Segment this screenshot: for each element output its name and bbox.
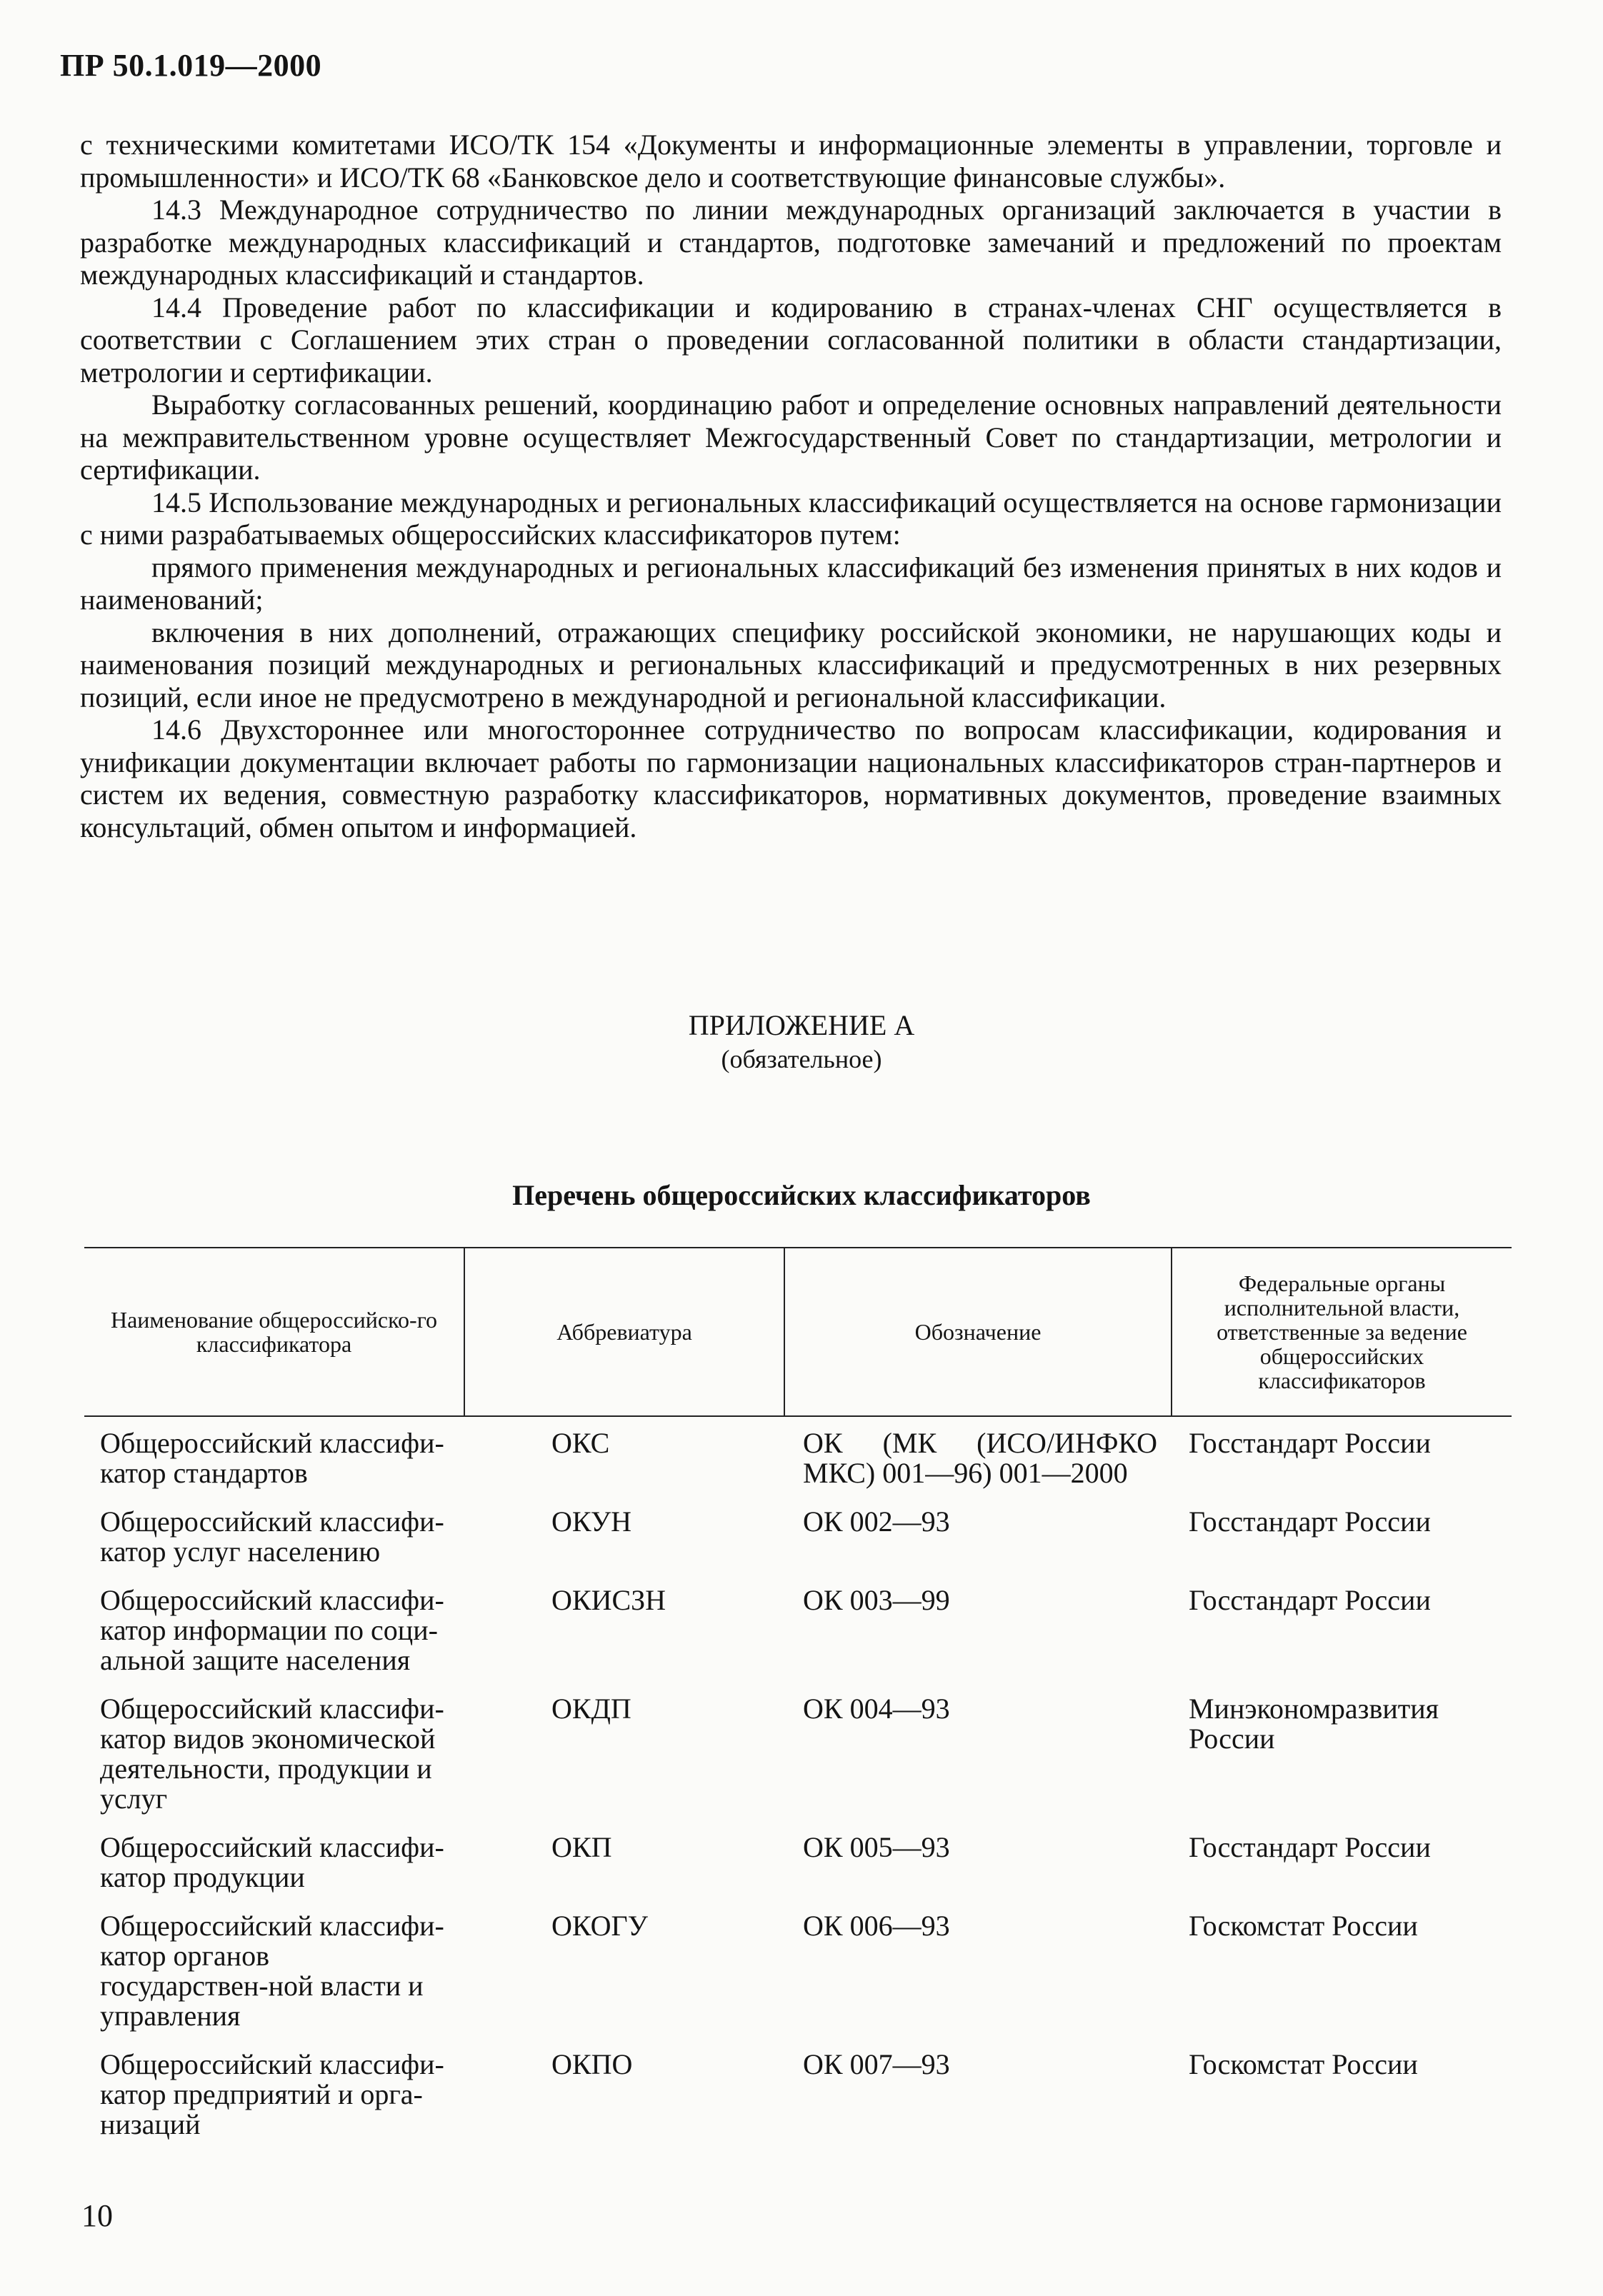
header-classifier-name: Наименование общероссийско-го классификатора xyxy=(84,1248,464,1416)
paragraph: 14.4 Проведение работ по классификации и кодированию в странах-членах СНГ осуществляется в соответствии с Соглашением этих стран о проведении согласованной политики в области стандартизации, метрологии и сертификации. xyxy=(80,291,1502,388)
cell-designation: ОК 006—93 xyxy=(803,1910,950,1942)
cell-designation: ОК (МК (ИСО/ИНФКО МКС) 001—96) 001—2000 xyxy=(803,1427,1157,1489)
cell-classifier-name: Общероссийский классифи-катор стандартов xyxy=(100,1427,444,1489)
paragraph: с техническими комитетами ИСО/ТК 154 «Документы и информационные элементы в управлении, торговле и промышленности» и ИСО/ТК 68 «Банковское дело и соответствующие финансовые службы». xyxy=(80,129,1502,194)
table-row xyxy=(84,1416,1512,1495)
paragraph: 14.3 Международное сотрудничество по линии международных организаций заключается в участии в разработке международных классификаций и стандартов, подготовке замечаний и предложений по проектам международных классификаций и стандартов. xyxy=(80,194,1502,291)
cell-abbreviation: ОКОГУ xyxy=(551,1910,648,1942)
table-body xyxy=(84,1416,1512,2147)
body-text xyxy=(80,129,1502,843)
table-header-row xyxy=(84,1248,1512,1416)
paragraph: 14.6 Двухстороннее или многостороннее сотрудничество по вопросам классификации, кодирования и унификации документации включает работы по гармонизации национальных классификаторов стран-партнеров и систем их ведения, совместную разработку классификаторов, нормативных документов, проведение взаимных консультаций, обмен опытом и информацией. xyxy=(80,713,1502,843)
cell-responsible-authority: Госкомстат России xyxy=(1189,2048,1418,2080)
cell-responsible-authority: Госстандарт России xyxy=(1189,1831,1431,1863)
paragraph: Выработку согласованных решений, координацию работ и определение основных направлений деятельности на межправительственном уровне осуществляет Межгосударственный Совет по стандартизации, метрологии и сертификации. xyxy=(80,388,1502,486)
cell-classifier-name: Общероссийский классифи-катор органов государствен-ной власти и управления xyxy=(100,1910,444,2032)
paragraph: 14.5 Использование международных и региональных классификаций осуществляется на основе гармонизации с ними разрабатываемых общероссийских классификаторов путем: xyxy=(80,486,1502,551)
table-row xyxy=(84,2038,1512,2147)
cell-classifier-name: Общероссийский классифи-катор продукции xyxy=(100,1831,444,1893)
cell-classifier-name: Общероссийский классифи-катор услуг населению xyxy=(100,1505,444,1568)
cell-designation: ОК 007—93 xyxy=(803,2048,950,2080)
cell-responsible-authority: Госстандарт России xyxy=(1189,1427,1431,1459)
cell-abbreviation: ОКИСЗН xyxy=(551,1584,666,1616)
table-title: Перечень общероссийских классификаторов xyxy=(512,1179,1091,1211)
page-number: 10 xyxy=(81,2198,113,2233)
cell-responsible-authority: Госстандарт России xyxy=(1189,1584,1431,1616)
cell-abbreviation: ОКП xyxy=(551,1831,612,1863)
cell-responsible-authority: Госстандарт России xyxy=(1189,1505,1431,1538)
table-row xyxy=(84,1821,1512,1900)
cell-responsible-authority: Минэкономразвития России xyxy=(1189,1693,1439,1755)
cell-responsible-authority: Госкомстат России xyxy=(1189,1910,1418,1942)
cell-designation: ОК 004—93 xyxy=(803,1693,950,1725)
cell-abbreviation: ОКС xyxy=(551,1427,610,1459)
classifiers-table xyxy=(84,1247,1512,2147)
paragraph: прямого применения международных и региональных классификаций без изменения принятых в них кодов и наименований; xyxy=(80,551,1502,616)
appendix-title: ПРИЛОЖЕНИЕ А xyxy=(688,1009,915,1041)
table-row xyxy=(84,1574,1512,1683)
cell-abbreviation: ОКДП xyxy=(551,1693,631,1725)
cell-abbreviation: ОКУН xyxy=(551,1505,631,1538)
cell-classifier-name: Общероссийский классифи-катор информации по соци-альной защите населения xyxy=(100,1584,444,1676)
paragraph: включения в них дополнений, отражающих специфику российской экономики, не нарушающих коды и наименования позиций международных и региональных классификаций и предусмотренных в них резервных позиций, если иное не предусмотрено в международной и региональной классификации. xyxy=(80,616,1502,713)
cell-designation: ОК 002—93 xyxy=(803,1505,950,1538)
table-row xyxy=(84,1900,1512,2038)
header-designation: Обозначение xyxy=(784,1248,1172,1416)
table-row xyxy=(84,1495,1512,1574)
cell-abbreviation: ОКПО xyxy=(551,2048,633,2080)
cell-classifier-name: Общероссийский классифи-катор видов экономической деятельности, продукции и услуг xyxy=(100,1693,444,1815)
document-code: ПР 50.1.019—2000 xyxy=(60,48,322,83)
header-responsible-authority: Федеральные органы исполнительной власти, ответственные за ведение общероссийских классификаторов xyxy=(1172,1248,1512,1416)
cell-classifier-name: Общероссийский классифи-катор предприятий и орга-низаций xyxy=(100,2048,444,2140)
header-abbreviation: Аббревиатура xyxy=(464,1248,784,1416)
appendix-note: (обязательное) xyxy=(721,1045,882,1073)
cell-designation: ОК 003—99 xyxy=(803,1584,950,1616)
table-row xyxy=(84,1683,1512,1821)
cell-designation: ОК 005—93 xyxy=(803,1831,950,1863)
